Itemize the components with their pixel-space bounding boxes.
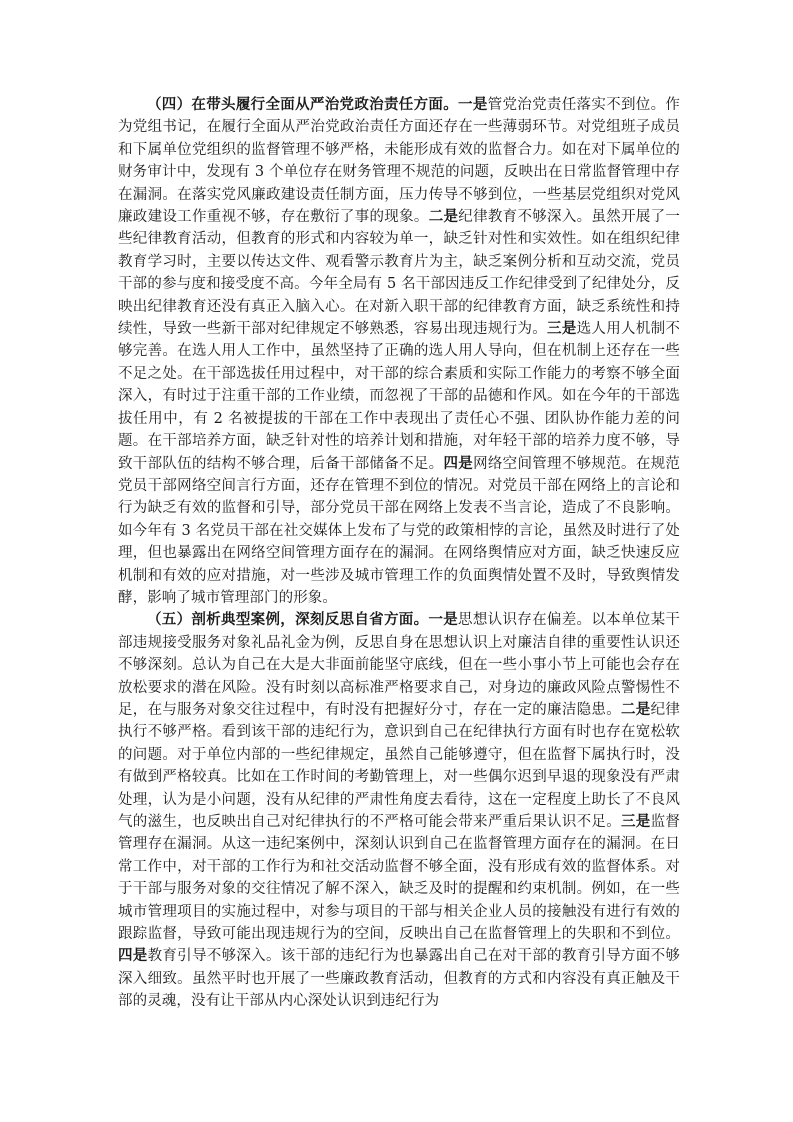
item-text: 监督管理存在漏洞。从这一违纪案例中，深刻认识到自己在监督管理方面存在的漏洞。在日常工作中，对干部的工作行为和社交活动监督不够全面，没有形成有效的监督体系。对于干部与服务对象的交往情况了解不深入，缺乏及时的提醒和约束机制。例如，在一些城市管理项目的实施过程中，对参与项目的干部与相关企业人员的接触没有进行有效的跟踪监督，导致可能出现违规行为的空间，反映出自己在监督管理上的失职和不到位。 (118, 814, 681, 943)
item-marker: 四是 (118, 947, 148, 965)
item-text: 思想认识存在偏差。以本单位某干部违规接受服务对象礼品礼金为例，反思自身在思想认识上对廉洁自律的重要性认识还不够深刻。总认为自己在大是大非面前能坚守底线，但在一些小事小节上可能也会存在放松要求的潜在风险。没有时刻以高标准严格要求自己，对身边的廉政风险点警惕性不足，在与服务对象交往过程中，有时没有把握好分寸，存在一定的廉洁隐患。 (118, 612, 681, 718)
item-marker: 四是 (443, 454, 474, 472)
item-text: 网络空间管理不够规范。在规范党员干部网络空间言行方面，还存在管理不到位的情况。对党员干部在网络上的言论和行为缺乏有效的监督和引导，部分党员干部在网络上发表不当言论，造成了不良影响。如今年有 3 名党员干部在社交媒体上发布了与党的政策相悖的言论，虽然及时进行了处理，但也暴露出在网络空间管理方面存在的漏洞。在网络舆情应对方面，缺乏快速反应机制和有效的应对措施，对一些涉及城市管理工作的负面舆情处置不及时，导致舆情发酵，影响了城市管理部门的形象。 (118, 455, 681, 606)
paragraph-section-5 (118, 609, 680, 1012)
section-heading: （五）剖析典型案例，深刻反思自省方面。 (147, 611, 429, 629)
item-text: 教育引导不够深入。该干部的违纪行为也暴露出自己在对干部的教育引导方面不够深入细致。虽然平时也开展了一些廉政教育活动，但教育的方式和内容没有真正触及干部的灵魂，没有让干部从内心深处认识到违纪行为 (118, 948, 680, 1010)
item-text: 纪律执行不够严格。看到该干部的违纪行为，意识到自己在纪律执行方面有时也存在宽松软的问题。对于单位内部的一些纪律规定，虽然自己能够遵守，但在监督下属执行时，没有做到严格较真。比如在工作时间的考勤管理上，对一些偶尔迟到早退的现象没有严肃处理，认为是小问题，没有从纪律的严肃性角度去看待，这在一定程度上助长了不良风气的滋生，也反映出自己对纪律执行的不严格可能会带来严重后果认识不足。 (118, 701, 681, 830)
item-marker: 一是 (458, 96, 488, 113)
item-text: 管党治党责任落实不到位。作为党组书记，在履行全面从严治党政治责任方面还存在一些薄弱环节。对党组班子成员和下属单位党组织的监督管理不够严格，未能形成有效的监督合力。如在对下属单位的财务审计中，发现有 3 个单位存在财务管理不规范的问题，反映出在日常监督管理中存在漏洞。在落实党风廉政建设责任制方面，压力传导不够到位，一些基层党组织对党风廉政建设工作重视不够，存在敷衍了事的现象。 (118, 97, 680, 226)
item-marker: 一是 (428, 611, 459, 629)
document-page (118, 94, 680, 1013)
item-marker: 三是 (621, 813, 651, 830)
item-marker: 二是 (621, 700, 651, 718)
item-text: 纪律教育不够深入。虽然开展了一些纪律教育活动，但教育的形式和内容较为单一，缺乏针对性和实效性。如在组织纪律教育学习时，主要以传达文件、观看警示教育片为主，缺乏案例分析和互动交流，党员干部的参与度和接受度不高。今年全局有 5 名干部因违反工作纪律受到了纪律处分，反映出纪律教育还没有真正入脑入心。在对新入职干部的纪律教育方面，缺乏系统性和持续性，导致一些新干部对纪律规定不够熟悉，容易出现违规行为。 (118, 209, 680, 338)
item-text: 选人用人机制不够完善。在选人用人工作中，虽然坚持了正确的选人用人导向，但在机制上还存在一些不足之处。在干部选拔任用过程中，对干部的综合素质和实际工作能力的考察不够全面深入，有时过于注重干部的工作业绩，而忽视了干部的品德和作风。如在今年的干部选拔任用中，有 2 名被提拔的干部在工作中表现出了责任心不强、团队协作能力差的问题。在干部培养方面，缺乏针对性的培养计划和措施，对年轻干部的培养力度不够，导致干部队伍的结构不够合理，后备干部储备不足。 (118, 321, 680, 472)
item-marker: 二是 (428, 208, 459, 226)
paragraph-section-4 (118, 94, 680, 609)
section-heading: （四）在带头履行全面从严治党政治责任方面。 (147, 96, 459, 113)
item-marker: 三是 (547, 320, 577, 338)
